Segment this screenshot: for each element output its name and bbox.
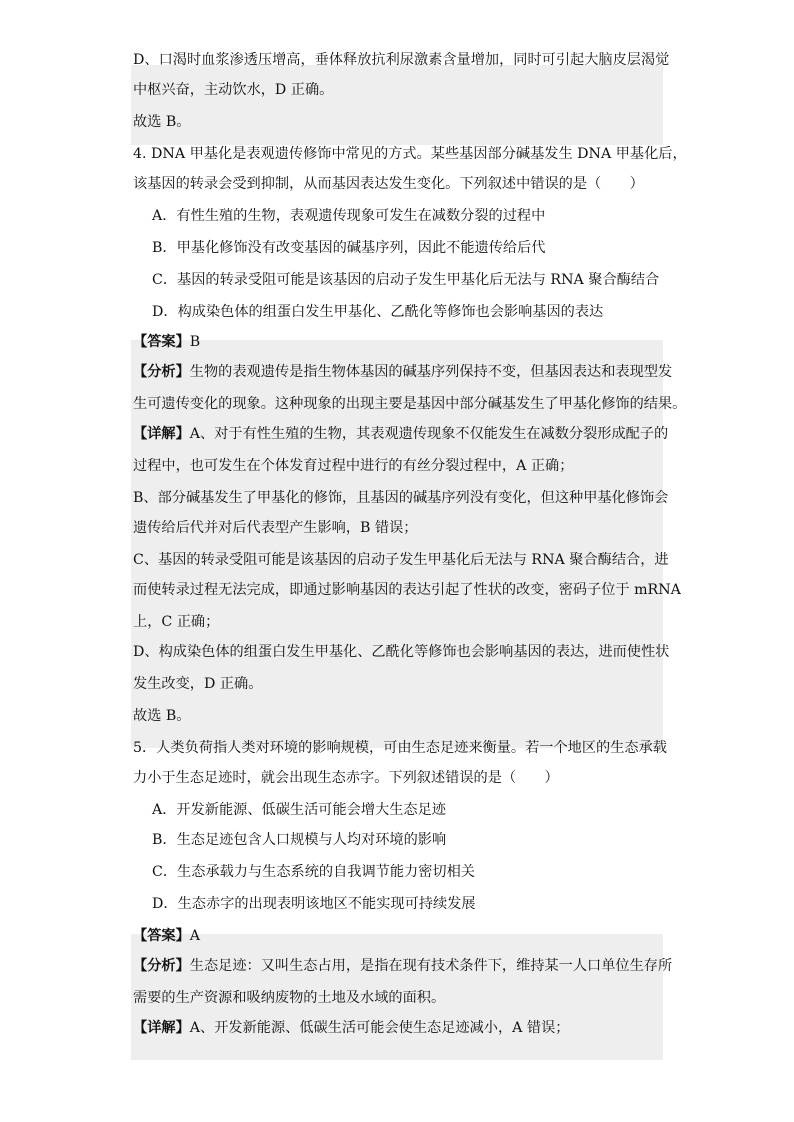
section-tag: 【分析】 (133, 958, 190, 974)
text-line (133, 451, 573, 481)
line-text: B．生态足迹包含人口规模与人均对环境的影响 (152, 832, 447, 848)
text-line (133, 637, 669, 667)
text-line (133, 545, 669, 575)
line-text: C．基因的转录受阻可能是该基因的启动子发生甲基化后无法与 RNA 聚合酶结合 (152, 272, 660, 288)
line-text: 故选 B。 (133, 708, 191, 724)
line-text: D．构成染色体的组蛋白发生甲基化、乙酰化等修饰也会影响基因的表达 (152, 304, 604, 320)
line-text: D、构成染色体的组蛋白发生甲基化、乙酰化等修饰也会影响基因的表达，进而使性状 (133, 644, 670, 660)
text-line (133, 669, 262, 699)
text-line (133, 139, 687, 169)
labeled-line (133, 357, 672, 387)
section-tag: 【详解】 (133, 1020, 190, 1036)
labeled-line (133, 1013, 569, 1043)
line-text: B、部分碱基发生了甲基化的修饰，且基因的碱基序列没有变化，但这种甲基化修饰会 (133, 490, 669, 506)
line-text: 力小于生态足迹时，就会出现生态赤字。下列叙述错误的是（ ） (133, 770, 559, 786)
line-text: 发生改变，D 正确。 (133, 676, 263, 692)
text-line (152, 825, 446, 855)
line-text: 中枢兴奋，主动饮水，D 正确。 (133, 82, 334, 98)
line-text: C、基因的转录受阻可能是该基因的启动子发生甲基化后无法与 RNA 聚合酶结合，进 (133, 552, 669, 568)
line-text: 而使转录过程无法完成，即通过影响基因的表达引起了性状的改变，密码子位于 mRNA (133, 582, 681, 598)
text-line (133, 575, 681, 605)
text-line (152, 297, 603, 327)
line-text: A (189, 928, 201, 944)
line-text: 生态足迹：又叫生态占用，是指在现有技术条件下，维持某一人口单位生存所 (189, 958, 673, 974)
text-line (152, 233, 546, 263)
line-text: 遗传给后代并对后代表型产生影响，B 错误； (133, 520, 418, 536)
text-line (152, 201, 545, 231)
text-line (133, 513, 418, 543)
section-tag: 【答案】 (133, 928, 190, 944)
labeled-line (133, 327, 200, 357)
line-text: B (189, 334, 201, 350)
line-text: 故选 B。 (133, 114, 191, 130)
line-text: A、开发新能源、低碳生活可能会使生态足迹减小，A 错误； (189, 1020, 570, 1036)
line-text: 上，C 正确； (133, 614, 220, 630)
line-text: 该基因的转录会受到抑制，从而基因表达发生变化。下列叙述中错误的是（ ） (133, 176, 644, 192)
text-line (152, 265, 659, 295)
text-line (133, 169, 644, 199)
section-tag: 【分析】 (133, 364, 190, 380)
line-text: 过程中，也可发生在个体发育过程中进行的有丝分裂过程中，A 正确； (133, 458, 574, 474)
line-text: D．生态赤字的出现表明该地区不能实现可持续发展 (152, 896, 476, 912)
text-line (133, 483, 668, 513)
line-text: 5．人类负荷指人类对环境的影响规模，可由生态足迹来衡量。若一个地区的生态承载 (133, 740, 667, 756)
text-line (133, 983, 445, 1013)
text-line (133, 45, 669, 75)
text-line (133, 607, 219, 637)
text-line (133, 75, 333, 105)
line-text: 生可遗传变化的现象。这种现象的出现主要是基因中部分碱基发生了甲基化修饰的结果。 (133, 396, 687, 412)
line-text: 4. DNA 甲基化是表观遗传修饰中常见的方式。某些基因部分碱基发生 DNA 甲基化后， (133, 146, 687, 162)
line-text: 生物的表观遗传是指生物体基因的碱基序列保持不变，但基因表达和表现型发 (189, 364, 673, 380)
labeled-line (133, 921, 200, 951)
labeled-line (133, 951, 672, 981)
text-line (152, 857, 475, 887)
line-text: A．开发新能源、低碳生活可能会增大生态足迹 (152, 802, 446, 818)
line-text: 需要的生产资源和吸纳废物的土地及水域的面积。 (133, 990, 446, 1006)
line-text: B．甲基化修饰没有改变基因的碱基序列，因此不能遗传给后代 (152, 240, 546, 256)
text-line (133, 701, 191, 731)
line-text: A、对于有性生殖的生物，其表观遗传现象不仅能发生在减数分裂形成配子的 (189, 426, 669, 442)
line-text: A．有性生殖的生物，表观遗传现象可发生在减数分裂的过程中 (152, 208, 546, 224)
text-line (152, 889, 476, 919)
text-line (133, 389, 686, 419)
line-text: C．生态承载力与生态系统的自我调节能力密切相关 (152, 864, 475, 880)
text-line (152, 795, 446, 825)
line-text: D、口渴时血浆渗透压增高，垂体释放抗利尿激素含量增加，同时可引起大脑皮层渴觉 (133, 52, 670, 68)
labeled-line (133, 419, 668, 449)
text-line (133, 733, 667, 763)
section-tag: 【详解】 (133, 426, 190, 442)
text-line (133, 107, 191, 137)
section-tag: 【答案】 (133, 334, 190, 350)
text-line (133, 763, 559, 793)
